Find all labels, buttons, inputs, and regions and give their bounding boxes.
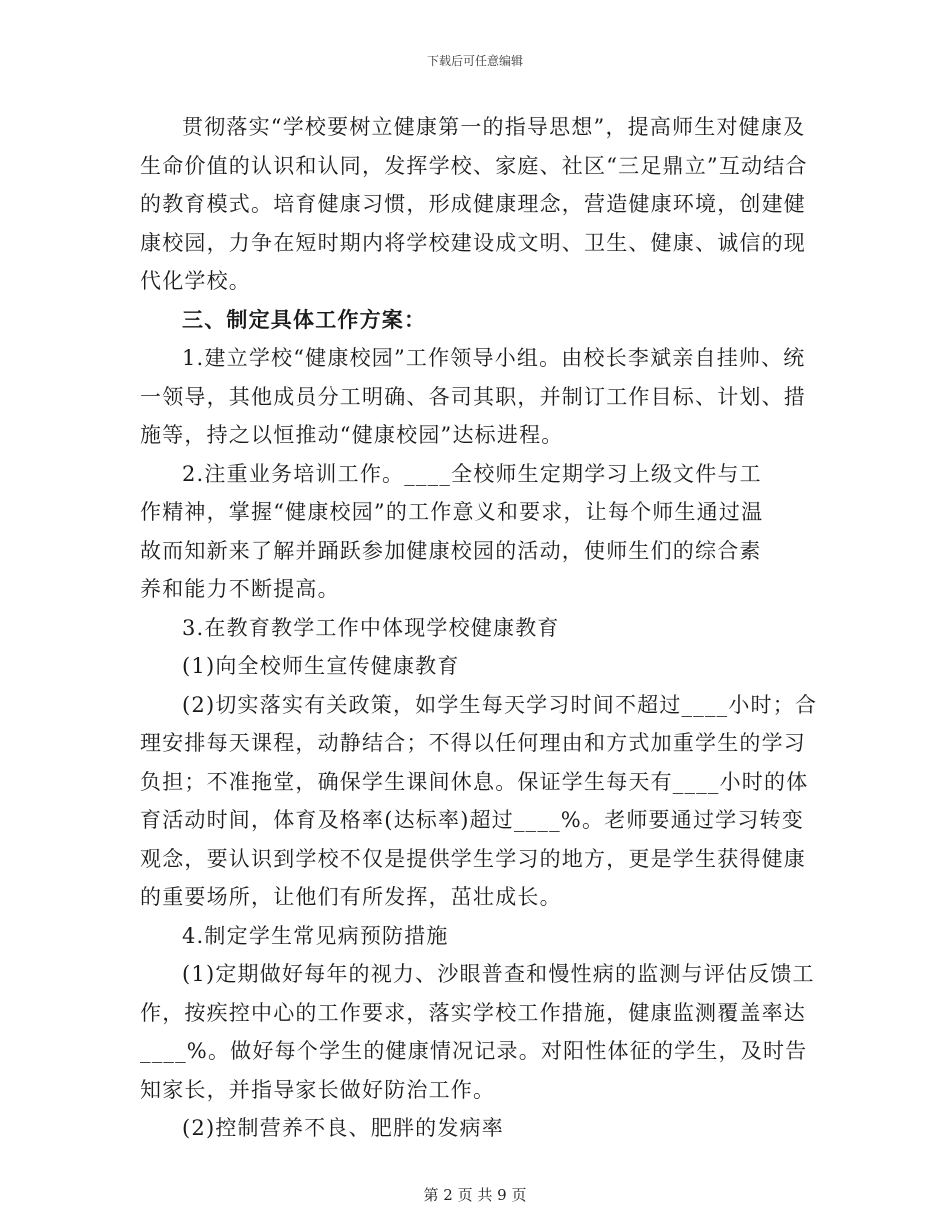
paragraph-item-4-2: (2)控制营养不良、肥胖的发病率 — [182, 1116, 504, 1140]
page-footer: 第 2 页 共 9 页 — [423, 1186, 527, 1204]
paragraph-item-4-1: (1)定期做好每年的视力、沙眼普查和慢性病的监测与评估反馈工作，按疾控中心的工作要求，落实学校工作措施，健康监测覆盖率达____%。做好每个学生的健康情况记录。对阳性体征的学生，及时告知家长，并指导家长做好防治工作。 — [140, 962, 815, 1102]
paragraph-item-4: 4.制定学生常见病预防措施 — [182, 923, 449, 948]
document-body — [140, 108, 820, 1148]
paragraph-intro: 贯彻落实“学校要树立健康第一的指导思想”，提高师生对健康及生命价值的认识和认同，发挥学校、家庭、社区“三足鼎立”互动结合的教育模式。培育健康习惯，形成健康理念，营造健康环境，创建健康校园，力争在短时期内将学校建设成文明、卫生、健康、诚信的现代化学校。 — [140, 115, 808, 293]
paragraph-item-3-2: (2)切实落实有关政策，如学生每天学习时间不超过____小时；合理安排每天课程，动静结合；不得以任何理由和方式加重学生的学习负担；不准拖堂，确保学生课间休息。保证学生每天有____小时的体育活动时间，体育及格率(达标率)超过____%。老师要通过学习转变观念，要认识到学校不仅是提供学生学习的地方，更是学生获得健康的重要场所，让他们有所发挥，茁壮成长。 — [140, 692, 818, 909]
page-header: 下载后可任意编辑 — [426, 54, 523, 68]
section-heading: 三、制定具体工作方案： — [182, 306, 427, 332]
paragraph-item-3-1: (1)向全校师生宣传健康教育 — [182, 654, 460, 678]
paragraph-item-1: 1.建立学校“健康校园”工作领导小组。由校长李斌亲自挂帅、统一领导，其他成员分工明确、各司其职，并制订工作目标、计划、措施等，持之以恒推动“健康校园”达标进程。 — [140, 346, 806, 447]
paragraph-item-2: 2.注重业务培训工作。____全校师生定期学习上级文件与工作精神，掌握“健康校园”的工作意义和要求，让每个师生通过温故而知新来了解并踊跃参加健康校园的活动，使师生们的综合素养和能力不断提高。 — [140, 461, 764, 601]
paragraph-item-3: 3.在教育教学工作中体现学校健康教育 — [182, 615, 560, 640]
